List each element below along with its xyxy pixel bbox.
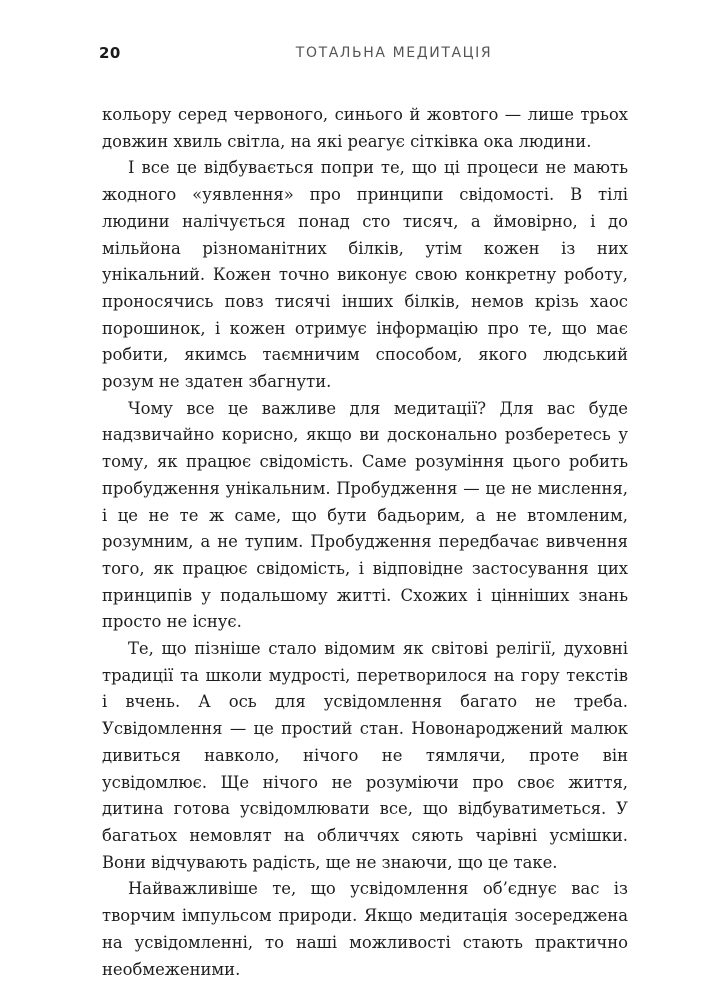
paragraph: Чому все це важливе для медитації? Для вас буде надзвичайно корисно, якщо ви досконально розберетесь у тому, як працює свідомість. Саме розуміння цього робить пробудження унікальним. Пробудження — це не мислення, і це не те ж саме, що бути бадьорим, а не втомленим, розумним, а не тупим. Пробудження передбачає вивчення того, як працює свідомість, і відповідне застосування цих принципів у подальшому житті. Схожих і цінніших знань просто не існує. — [102, 398, 628, 632]
running-title: ТОТАЛЬНА МЕДИТАЦІЯ — [295, 45, 493, 61]
running-header — [99, 44, 629, 66]
paragraph-continued: кольору серед червоного, синього й жовтого — лише трьох довжин хвиль світла, на які реагує сітківка ока людини. — [102, 105, 628, 151]
page-number: 20 — [99, 44, 121, 62]
paragraph: Те, що пізніше стало відомим як світові релігії, духовні традиції та школи мудрості, перетворилося на гору текстів і вчень. А ось для усвідомлення багато не треба. Усвідомлення — це простий стан. Новонароджений малюк дивиться навколо, нічого не тямлячи, проте він усвідомлює. Ще нічого не розуміючи про своє життя, дитина готова усвідомлювати все, що відбуватиметься. У багатьох немовлят на обличчях сяють чарівні усмішки. Вони відчувають радість, ще не знаючи, що це таке. — [102, 639, 628, 872]
body-text — [102, 102, 628, 983]
paragraph: Найважливіше те, що усвідомлення об’єднує вас із творчим імпульсом природи. Якщо медитація зосереджена на усвідомленні, то наші можливості стають практично необмеженими. — [102, 879, 628, 979]
paragraph: І все це відбувається попри те, що ці процеси не мають жодного «уявлення» про принципи свідомості. В тілі людини налічується понад сто тисяч, а ймовірно, і до мільйона різноманітних білків, утім кожен із них унікальний. Кожен точно виконує свою конкретну роботу, проносячись повз тисячі інших білків, немов крізь хаос порошинок, і кожен отримує інформацію про те, що має робити, якимсь таємничим способом, якого людський розум не здатен збагнути. — [102, 158, 628, 392]
